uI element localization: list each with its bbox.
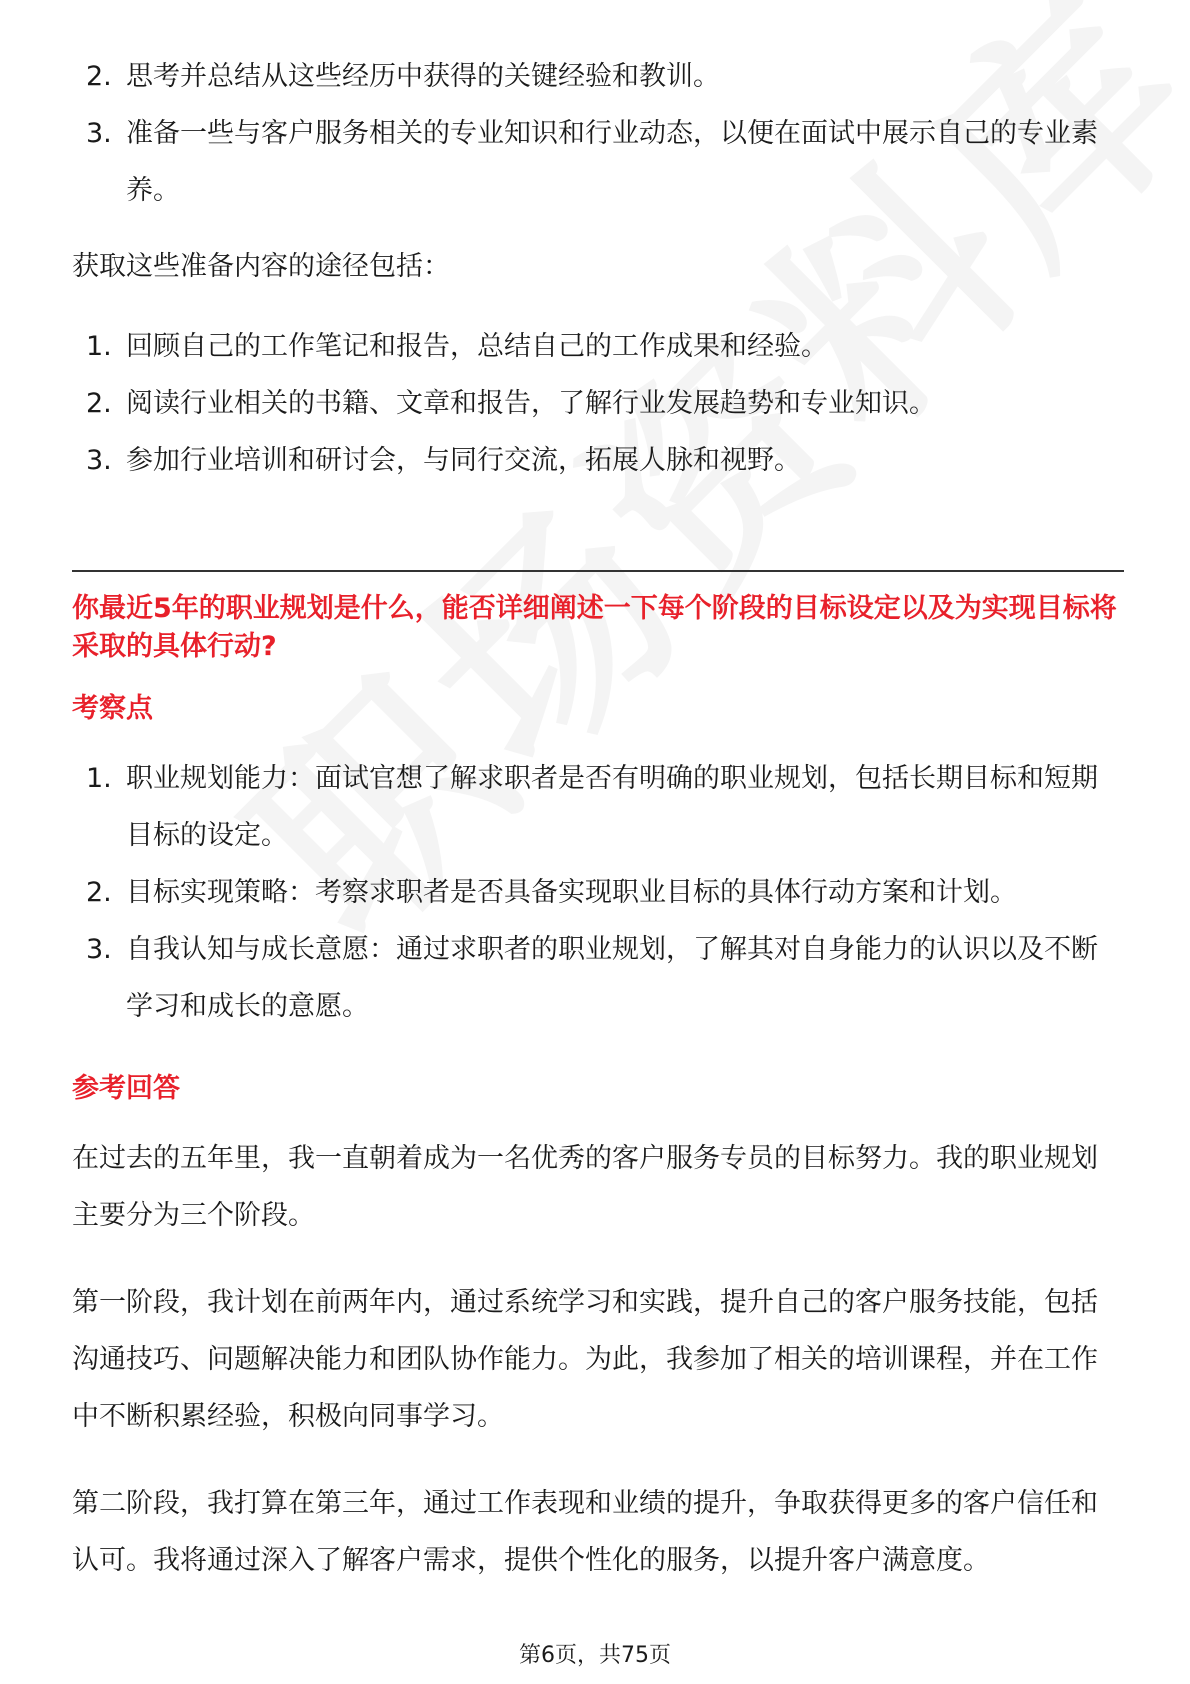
- list-item: [72, 318, 1124, 375]
- list-number: 3.: [86, 118, 112, 149]
- list-number: 3.: [86, 445, 112, 476]
- answer-paragraph: 第二阶段，我打算在第三年，通过工作表现和业绩的提升，争取获得更多的客户信任和认可。我将通过深入了解客户需求，提供个性化的服务，以提升客户满意度。: [72, 1488, 1098, 1576]
- list-text: 阅读行业相关的书籍、文章和报告，了解行业发展趋势和专业知识。: [126, 388, 936, 419]
- answer-paragraph: 第一阶段，我计划在前两年内，通过系统学习和实践，提升自己的客户服务技能，包括沟通技巧、问题解决能力和团队协作能力。为此，我参加了相关的培训课程，并在工作中不断积累经验，积极向同事学习。: [72, 1287, 1098, 1432]
- list-number: 3.: [86, 934, 112, 965]
- list-text: 思考并总结从这些经历中获得的关键经验和教训。: [126, 61, 720, 92]
- list-item: [72, 375, 1124, 432]
- list-item: [72, 432, 1124, 489]
- list-text: 回顾自己的工作笔记和报告，总结自己的工作成果和经验。: [126, 331, 828, 362]
- list-item: [72, 864, 1124, 921]
- list-item: [72, 105, 1124, 219]
- answer-paragraph: 在过去的五年里，我一直朝着成为一名优秀的客户服务专员的目标努力。我的职业规划主要分为三个阶段。: [72, 1143, 1098, 1231]
- list-item: [72, 48, 1124, 105]
- prep-list: [72, 48, 1124, 219]
- section-divider: [72, 570, 1124, 572]
- channels-intro: 获取这些准备内容的途径包括：: [72, 251, 450, 282]
- list-text: 职业规划能力：面试官想了解求职者是否有明确的职业规划，包括长期目标和短期目标的设定。: [126, 763, 1098, 851]
- list-number: 2.: [86, 388, 112, 419]
- list-number: 1.: [86, 763, 112, 794]
- list-text: 参加行业培训和研讨会，与同行交流，拓展人脉和视野。: [126, 445, 801, 476]
- list-text: 准备一些与客户服务相关的专业知识和行业动态，以便在面试中展示自己的专业素养。: [126, 118, 1098, 206]
- exam-points-heading: 考察点: [72, 693, 153, 724]
- list-number: 2.: [86, 877, 112, 908]
- list-item: [72, 921, 1124, 1035]
- list-item: [72, 750, 1124, 864]
- channels-list: [72, 318, 1124, 489]
- exam-points-list: [72, 750, 1124, 1035]
- list-text: 目标实现策略：考察求职者是否具备实现职业目标的具体行动方案和计划。: [126, 877, 1017, 908]
- page-footer: 第6页，共75页: [519, 1643, 671, 1668]
- interview-question: 你最近5年的职业规划是什么，能否详细阐述一下每个阶段的目标设定以及为实现目标将采取的具体行动?: [72, 593, 1117, 662]
- list-text: 自我认知与成长意愿：通过求职者的职业规划，了解其对自身能力的认识以及不断学习和成长的意愿。: [126, 934, 1098, 1022]
- list-number: 1.: [86, 331, 112, 362]
- list-number: 2.: [86, 61, 112, 92]
- answer-heading: 参考回答: [72, 1073, 180, 1104]
